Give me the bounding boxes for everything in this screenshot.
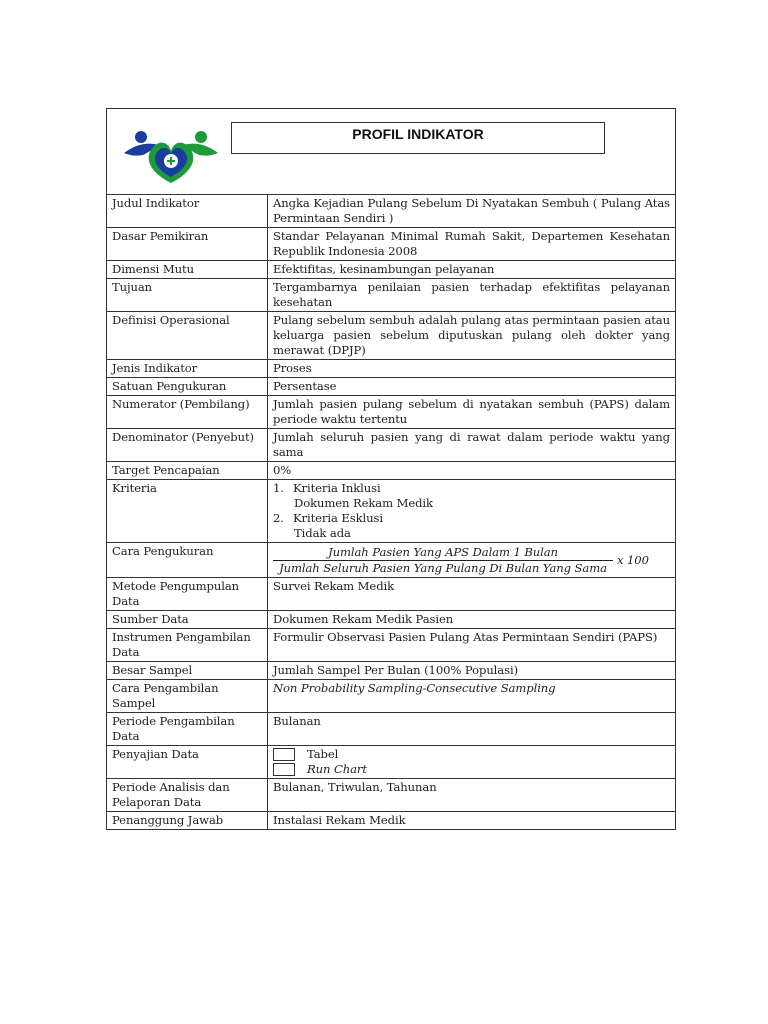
measurement-formula [273,544,670,576]
row-label: Denominator (Penyebut) [107,429,268,461]
criteria-item [273,481,670,496]
row-label: Satuan Pengukuran [107,378,268,395]
row-value: Jumlah pasien pulang sebelum di nyatakan sembuh (PAPS) dalam periode waktu tertentu [273,397,670,426]
criteria-detail: Tidak ada [294,526,351,540]
row-value: Instalasi Rekam Medik [273,813,406,827]
formula-numerator: Jumlah Pasien Yang APS Dalam 1 Bulan [328,545,558,559]
row-value [268,543,675,577]
document-header [107,109,675,195]
row-label: Cara Pengambilan Sampel [107,680,268,712]
row-label: Dimensi Mutu [107,261,268,278]
row-value: Dokumen Rekam Medik Pasien [273,612,454,626]
presentation-option [273,762,670,777]
row-value [268,746,675,778]
table-row [107,360,675,378]
row-value: Survei Rekam Medik [273,579,395,593]
row-label: Penyajian Data [107,746,268,778]
row-value: Efektifitas, kesinambungan pelayanan [273,262,495,276]
indicator-table [107,195,675,829]
row-value: Persentase [273,379,337,393]
table-row [107,543,675,578]
row-label: Periode Analisis dan Pelaporan Data [107,779,268,811]
row-label: Tujuan [107,279,268,311]
criteria-number: 1. [273,481,284,495]
table-row [107,429,675,462]
row-label: Penanggung Jawab [107,812,268,829]
row-value: Tergambarnya penilaian pasien terhadap efektifitas pelayanan kesehatan [273,280,670,309]
row-value: Formulir Observasi Pasien Pulang Atas Permintaan Sendiri (PAPS) [273,630,658,644]
table-row [107,312,675,360]
presentation-option-label: Tabel [307,747,339,761]
row-label: Instrumen Pengambilan Data [107,629,268,661]
table-row [107,195,675,228]
table-row [107,629,675,662]
table-row [107,812,675,829]
presentation-option-label: Run Chart [307,762,367,776]
row-label: Numerator (Pembilang) [107,396,268,428]
table-row [107,779,675,812]
presentation-checkbox[interactable] [273,748,295,761]
row-value: Bulanan [273,714,321,728]
row-value [268,480,675,542]
criteria-title: Kriteria Inklusi [293,481,381,495]
row-label: Metode Pengumpulan Data [107,578,268,610]
row-label: Periode Pengambilan Data [107,713,268,745]
table-row [107,680,675,713]
row-value: Jumlah Sampel Per Bulan (100% Populasi) [273,663,518,677]
row-label: Target Pencapaian [107,462,268,479]
presentation-checkbox[interactable] [273,763,295,776]
table-row [107,378,675,396]
row-value: Bulanan, Triwulan, Tahunan [273,780,437,794]
formula-multiplier: x 100 [617,553,649,567]
table-row [107,396,675,429]
criteria-title: Kriteria Esklusi [293,511,383,525]
hospital-people-logo-icon [121,125,221,185]
table-row [107,261,675,279]
row-label: Sumber Data [107,611,268,628]
row-value: Standar Pelayanan Minimal Rumah Sakit, Departemen Kesehatan Republik Indonesia 2008 [273,229,670,258]
table-row [107,480,675,543]
row-value: Pulang sebelum sembuh adalah pulang atas permintaan pasien atau keluarga pasien sebelum diputuskan pulang oleh dokter yang merawat (DPJP) [273,313,670,357]
row-label: Cara Pengukuran [107,543,268,577]
row-value: Non Probability Sampling-Consecutive Sampling [273,681,556,695]
row-label: Jenis Indikator [107,360,268,377]
indicator-profile-document [106,108,676,830]
row-label: Definisi Operasional [107,312,268,359]
row-label: Dasar Pemikiran [107,228,268,260]
formula-fraction [273,545,613,576]
formula-denominator: Jumlah Seluruh Pasien Yang Pulang Di Bulan Yang Sama [279,561,607,575]
presentation-option [273,747,670,762]
row-label: Kriteria [107,480,268,542]
table-row [107,462,675,480]
table-row [107,228,675,261]
criteria-number: 2. [273,511,284,525]
table-row [107,662,675,680]
table-row [107,746,675,779]
table-row [107,611,675,629]
row-value: 0% [273,463,292,477]
table-row [107,578,675,611]
row-value: Jumlah seluruh pasien yang di rawat dalam periode waktu yang sama [273,430,670,459]
document-title: PROFIL INDIKATOR [231,122,605,154]
criteria-detail: Dokumen Rekam Medik [294,496,433,510]
row-value: Angka Kejadian Pulang Sebelum Di Nyatakan Sembuh ( Pulang Atas Permintaan Sendiri ) [273,196,670,225]
table-row [107,713,675,746]
criteria-item [273,511,670,526]
row-label: Judul Indikator [107,195,268,227]
row-value: Proses [273,361,312,375]
row-label: Besar Sampel [107,662,268,679]
table-row [107,279,675,312]
